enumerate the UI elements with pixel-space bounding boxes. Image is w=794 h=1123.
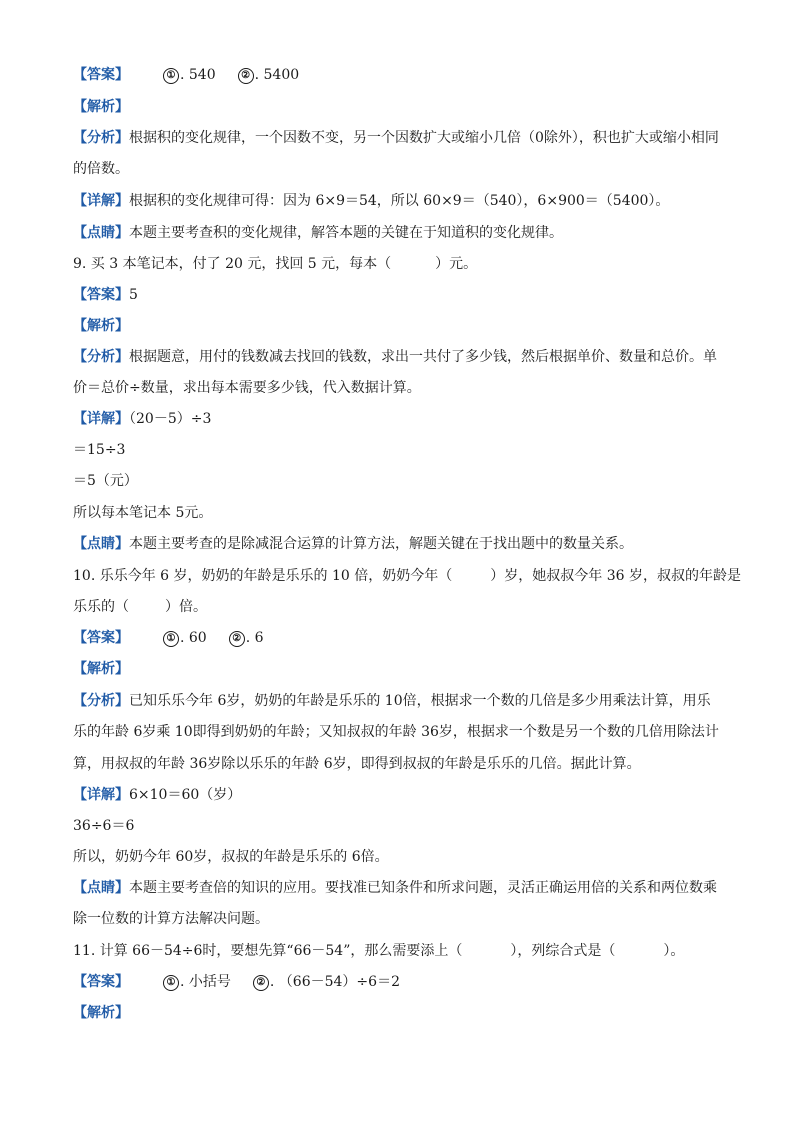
circled-number-icon: ① — [163, 975, 179, 991]
answer-value: . 540 — [180, 67, 216, 83]
q9-calc-step-3: ＝5（元） — [73, 473, 138, 489]
q8-fenxi-line — [73, 129, 719, 147]
question-text: 11. 计算 66－54÷6时，要想先算“66－54”，那么需要添上（ — [73, 943, 463, 959]
q10-jiexi-line — [73, 660, 129, 678]
q10-answer-line — [73, 629, 264, 647]
circled-number-icon: ① — [163, 631, 179, 647]
q10-question — [73, 567, 741, 585]
fenxi-tag: 【分析】 — [73, 349, 129, 365]
q10-calc-step-2: 36÷6＝6 — [73, 818, 135, 834]
q9-xiangjie-line — [73, 410, 211, 428]
answer-value: . 60 — [180, 630, 207, 646]
q10-fenxi-line-3: 算，用叔叔的年龄 36岁除以乐乐的年龄 6岁，即得到叔叔的年龄是乐乐的几倍。据此计算。 — [73, 756, 641, 772]
circled-number-icon: ② — [253, 975, 269, 991]
q8-fenxi-line-2: 的倍数。 — [73, 161, 129, 177]
q9-question — [73, 255, 477, 273]
question-text: 乐乐的（ — [73, 599, 129, 615]
answer-tag: 【答案】 — [73, 67, 129, 83]
question-text: ）岁，她叔叔今年 36 岁，叔叔的年龄是 — [490, 568, 741, 584]
answer-value: . 小括号 — [180, 974, 231, 990]
question-text: 9. 买 3 本笔记本，付了 20 元，找回 5 元，每本（ — [73, 256, 392, 272]
jiexi-tag: 【解析】 — [73, 1005, 129, 1021]
circled-number-icon: ② — [229, 631, 245, 647]
q9-answer-line — [73, 286, 138, 304]
dianjing-text: 本题主要考查的是除减混合运算的计算方法，解题关键在于找出题中的数量关系。 — [129, 536, 633, 552]
q10-xiangjie-line — [73, 786, 241, 804]
q9-conclusion: 所以每本笔记本 5元。 — [73, 505, 213, 521]
jiexi-tag: 【解析】 — [73, 99, 129, 115]
dianjing-tag: 【点睛】 — [73, 880, 129, 896]
q9-jiexi-line — [73, 317, 129, 335]
answer-value: 5 — [129, 287, 138, 303]
q10-fenxi-line — [73, 692, 711, 710]
question-text: ）倍。 — [165, 599, 207, 615]
q10-conclusion: 所以，奶奶今年 60岁，叔叔的年龄是乐乐的 6倍。 — [73, 849, 389, 865]
dianjing-text: 本题主要考查倍的知识的应用。要找准已知条件和所求问题，灵活正确运用倍的关系和两位数乘 — [129, 880, 717, 896]
q8-xiangjie-line — [73, 192, 669, 210]
q10-dianjing-line — [73, 879, 717, 897]
q11-question — [73, 942, 684, 960]
q11-answer-line — [73, 973, 400, 991]
question-text: 10. 乐乐今年 6 岁，奶奶的年龄是乐乐的 10 倍，奶奶今年（ — [73, 568, 453, 584]
jiexi-tag: 【解析】 — [73, 318, 129, 334]
xiangjie-tag: 【详解】 — [73, 787, 129, 803]
fenxi-tag: 【分析】 — [73, 693, 129, 709]
dianjing-tag: 【点睛】 — [73, 536, 129, 552]
xiangjie-tag: 【详解】 — [73, 193, 129, 209]
answer-tag: 【答案】 — [73, 287, 129, 303]
dianjing-text: 本题主要考查积的变化规律，解答本题的关键在于知道积的变化规律。 — [129, 225, 563, 241]
question-text: ）元。 — [435, 256, 478, 272]
q9-fenxi-line-2: 价＝总价÷数量，求出每本需要多少钱，代入数据计算。 — [73, 380, 421, 396]
answer-value: . （66－54）÷6＝2 — [269, 974, 400, 990]
q8-jiexi-line — [73, 98, 129, 116]
fenxi-tag: 【分析】 — [73, 130, 129, 146]
question-text: ）。 — [663, 943, 685, 959]
answer-value: . 5400 — [254, 67, 300, 83]
xiangjie-text: 根据积的变化规律可得：因为 6×9＝54，所以 60×9＝（540），6×900＝（5400）。 — [129, 193, 670, 209]
jiexi-tag: 【解析】 — [73, 661, 129, 677]
q8-dianjing-line — [73, 224, 563, 242]
q8-answer-line — [73, 66, 299, 84]
q11-jiexi-line — [73, 1004, 129, 1022]
q10-question-2 — [73, 598, 207, 616]
q9-calc-step-2: ＝15÷3 — [73, 442, 126, 458]
q10-dianjing-line-2: 除一位数的计算方法解决问题。 — [73, 911, 269, 927]
calc-step: 6×10＝60（岁） — [129, 787, 242, 803]
q9-dianjing-line — [73, 535, 633, 553]
q9-fenxi-line — [73, 348, 717, 366]
fenxi-text: 根据积的变化规律，一个因数不变，另一个因数扩大或缩小几倍（0除外），积也扩大或缩小相同 — [129, 130, 719, 146]
dianjing-tag: 【点睛】 — [73, 225, 129, 241]
xiangjie-tag: 【详解】 — [73, 411, 129, 427]
q10-fenxi-line-2: 乐的年龄 6岁乘 10即得到奶奶的年龄；又知叔叔的年龄 36岁，根据求一个数是另一个数的几倍用除法计 — [73, 724, 719, 740]
fenxi-text: 已知乐乐今年 6岁，奶奶的年龄是乐乐的 10倍，根据求一个数的几倍是多少用乘法计算，用乐 — [129, 693, 711, 709]
fenxi-text: 根据题意，用付的钱数减去找回的钱数，求出一共付了多少钱，然后根据单价、数量和总价。单 — [129, 349, 717, 365]
answer-tag: 【答案】 — [73, 974, 129, 990]
answer-value: . 6 — [245, 630, 264, 646]
question-text: ），列综合式是（ — [510, 943, 616, 959]
calc-step: （20－5）÷3 — [129, 411, 212, 427]
answer-tag: 【答案】 — [73, 630, 129, 646]
circled-number-icon: ① — [163, 68, 179, 84]
circled-number-icon: ② — [238, 68, 254, 84]
